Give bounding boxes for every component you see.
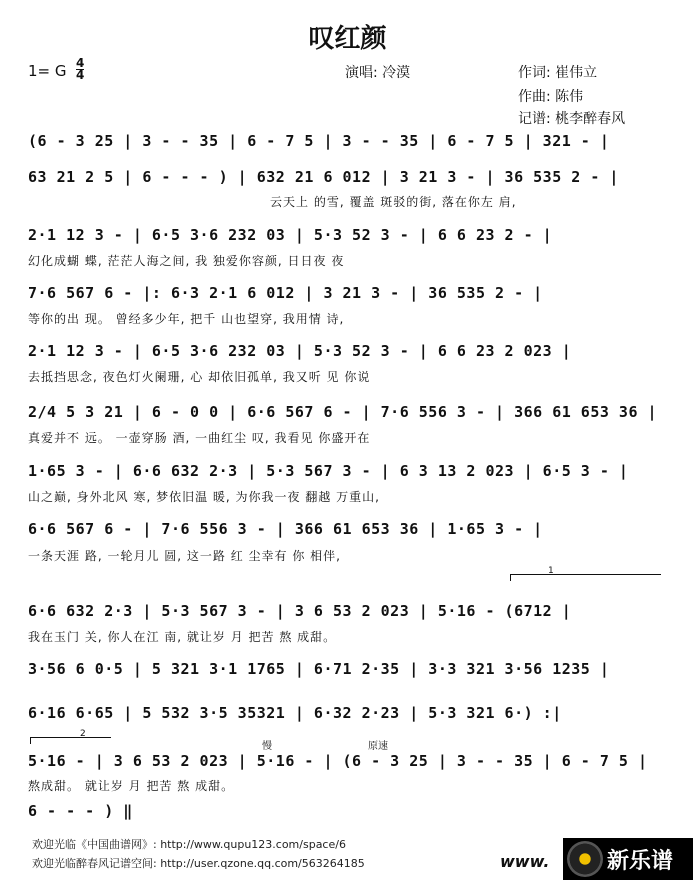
lyrics-row-9: 我在玉门 关, 你人在江 南, 就让岁 月 把苦 熬 成甜。 <box>28 630 337 644</box>
composer-credit: 作曲: 陈伟 <box>518 89 584 105</box>
song-title: 叹红颜 <box>308 24 387 54</box>
notation-row-4: 7·6 567 6 - |: 6·3 2·1 6 012 | 3 21 3 - | 36 535 2 - | <box>28 284 543 302</box>
notation-row-12: 5·16 - | 3 6 53 2 023 | 5·16 - | (6 - 3 25 | 3 - - 35 | 6 - 7 5 | <box>28 752 648 770</box>
lyrics-row-5: 去抵挡思念, 夜色灯火阑珊, 心 却依旧孤单, 我又听 见 你说 <box>28 370 371 384</box>
notation-row-6: 2/4 5 3 21 | 6 - 0 0 | 6·6 567 6 - | 7·6 556 3 - | 366 61 653 36 | <box>28 403 658 421</box>
lyrics-row-2: 云天上 的雪, 覆盖 斑驳的街, 落在你左 肩, <box>270 195 517 209</box>
notation-row-10: 3·56 6 0·5 | 5 321 3·1 1765 | 6·71 2·35 | 3·3 321 3·56 1235 | <box>28 660 610 678</box>
record-disc-icon <box>567 841 603 877</box>
time-signature <box>76 58 84 81</box>
site-logo <box>563 838 693 880</box>
time-signature-bottom: 4 <box>76 68 85 82</box>
notation-row-3: 2·1 12 3 - | 6·5 3·6 232 03 | 5·3 52 3 - | 6 6 23 2 - | <box>28 226 553 244</box>
lyrics-row-4: 等你的出 现。 曾经多少年, 把千 山也望穿, 我用情 诗, <box>28 312 345 326</box>
notation-row-7: 1·65 3 - | 6·6 632 2·3 | 5·3 567 3 - | 6 3 13 2 023 | 6·5 3 - | <box>28 462 629 480</box>
volta-label-2: 2 <box>80 729 86 739</box>
notation-row-11: 6·16 6·65 | 5 532 3·5 35321 | 6·32 2·23 | 5·3 321 6·) :| <box>28 704 562 722</box>
notation-row-1: (6 - 3 25 | 3 - - 35 | 6 - 7 5 | 3 - - 35 | 6 - 7 5 | 321 - | <box>28 132 610 150</box>
transcriber-credit: 记谱: 桃李醉春风 <box>518 111 626 127</box>
notation-row-8: 6·6 567 6 - | 7·6 556 3 - | 366 61 653 36 | 1·65 3 - | <box>28 520 543 538</box>
lyrics-row-8: 一条天涯 路, 一轮月儿 圆, 这一路 红 尘幸有 你 相伴, <box>28 549 341 563</box>
slow-marking: 慢 <box>262 741 272 752</box>
lyrics-row-6: 真爱并不 远。 一壶穿肠 酒, 一曲红尘 叹, 我看见 你盛开在 <box>28 431 371 445</box>
volta-bracket-2 <box>30 737 111 744</box>
lyrics-row-7: 山之巅, 身外北风 寒, 梦依旧温 暖, 为你我一夜 翻越 万重山, <box>28 490 380 504</box>
time-signature-top: 4 <box>76 56 85 70</box>
volta-label-1: 1 <box>548 566 554 576</box>
footer-link-qupu[interactable]: 欢迎光临《中国曲谱网》: http://www.qupu123.com/space/6 <box>32 838 346 851</box>
watermark-www: www. <box>500 852 550 871</box>
notation-row-13: 6 - - - ) ‖ <box>28 802 133 820</box>
footer-link-qzone[interactable]: 欢迎光临醉春风记谱空间: http://user.qzone.qq.com/563264185 <box>32 857 365 870</box>
lyrics-row-12: 熬成甜。 就让岁 月 把苦 熬 成甜。 <box>28 779 235 793</box>
lyricist-credit: 作词: 崔伟立 <box>518 65 598 81</box>
notation-row-9: 6·6 632 2·3 | 5·3 567 3 - | 3 6 53 2 023 | 5·16 - (6712 | <box>28 602 572 620</box>
notation-row-2: 63 21 2 5 | 6 - - - ) | 632 21 6 012 | 3 21 3 - | 36 535 2 - | <box>28 168 619 186</box>
notation-row-5: 2·1 12 3 - | 6·5 3·6 232 03 | 5·3 52 3 - | 6 6 23 2 023 | <box>28 342 572 360</box>
logo-text: 新乐谱 <box>607 849 674 874</box>
lyrics-row-3: 幻化成蝴 蝶, 茫茫人海之间, 我 独爱你容颜, 日日夜 夜 <box>28 254 345 268</box>
key-signature: 1= G <box>28 62 67 80</box>
tempo-primo-marking: 原速 <box>368 741 388 752</box>
volta-bracket-1 <box>510 574 661 581</box>
singer-credit: 演唱: 冷漠 <box>345 65 411 81</box>
